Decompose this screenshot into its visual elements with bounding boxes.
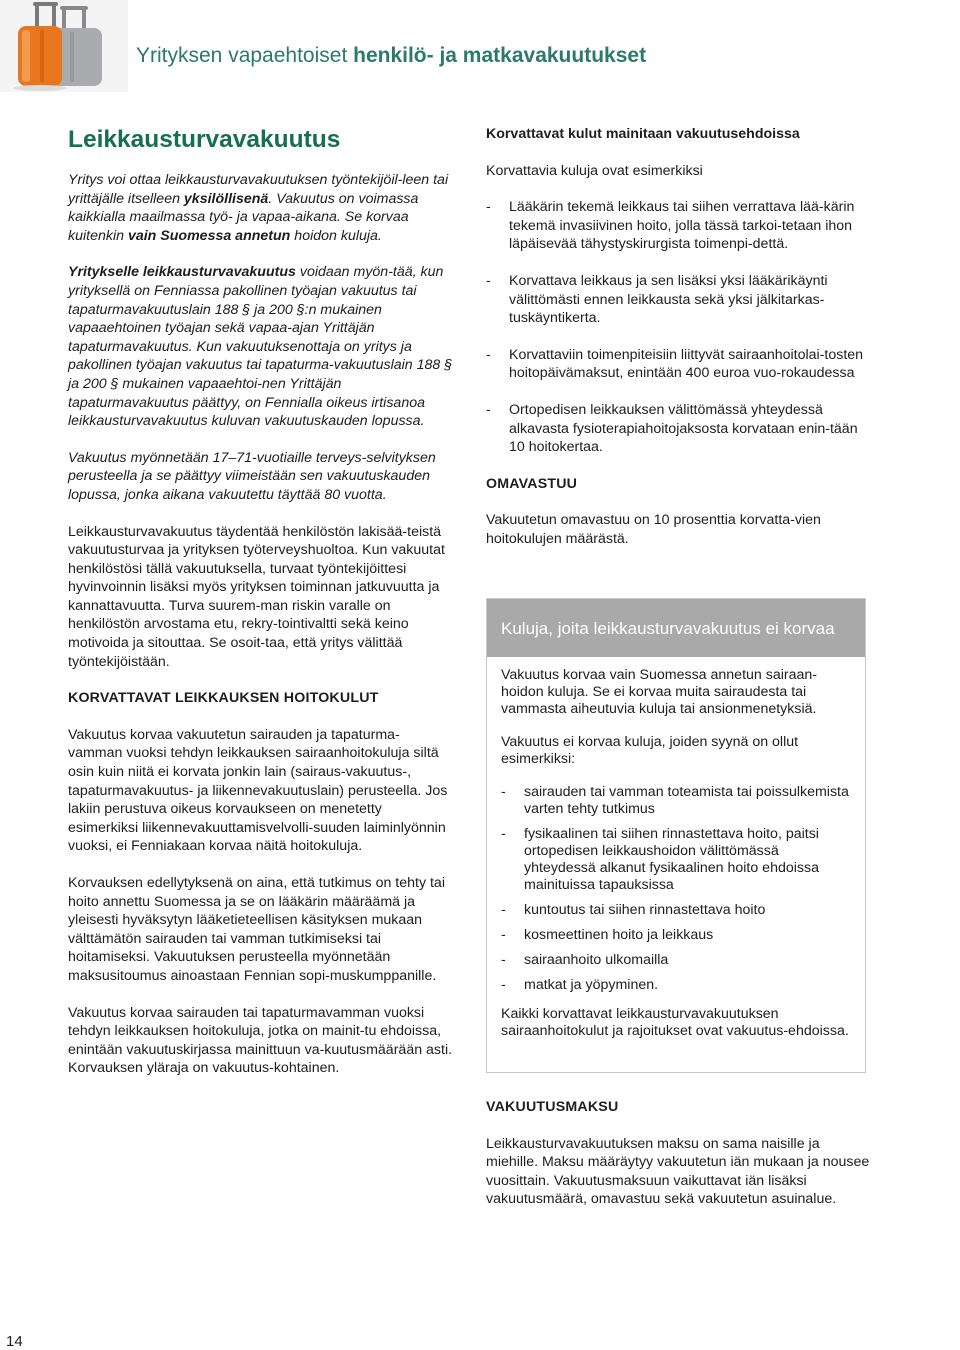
section-title-vakuutusmaksu: VAKUUTUSMAKSU <box>486 1099 619 1115</box>
covered-costs-list <box>486 198 871 457</box>
section-title-omavastuu: OMAVASTUU <box>486 475 578 492</box>
benefit-paragraph: Leikkausturvavakuutus täydentää henkilöstön lakisää-teistä vakuutusturvaa ja yrityksen työterveyshuoltoa. Kun vakuutat henkilöstösi tällä vakuutuksella, turvaat työntekijöittesi hyvinvoinnin lisäksi myös yrityksen toiminnan jatkuvuutta ja kannattavuutta. Turva suurem-man riskin varalle on henkilöstön arvostama etu, rekry-tointivaltti sekä keino motivoida ja sitouttaa. Se osoit-taa, että yritys välittää työntekijöistään. <box>68 523 445 670</box>
page-number: 14 <box>6 1333 23 1350</box>
list-item: - Korvattava leikkaus ja sen lisäksi yksi lääkärikäynti välittömästi ennen leikkausta sekä yksi jälkitarkas-tuskäyntikerta. <box>486 272 871 328</box>
list-item: - kuntoutus tai siihen rinnastettava hoito <box>501 902 851 919</box>
right-column <box>486 125 871 567</box>
header-title-plain: Yrityksen vapaehtoiset <box>136 44 354 67</box>
header-title <box>136 44 646 68</box>
list-item: - sairauden tai vamman toteamista tai poissulkemista varten tehty tutkimus <box>501 784 851 818</box>
exclusions-box-body <box>487 657 865 1040</box>
left-column <box>68 125 453 1096</box>
eligibility-text: voidaan myön-tää, kun yrityksellä on Fenniassa pakollinen työajan vakuutus tai tapaturmavakuutuslain 188 § ja 200 §:n mukainen vapaaehtoinen työajan sekä vapaa-ajan Yrittäjän tapaturmavakuutus. Kun vakuutuksenottaja on yritys ja pakollinen työajan vakuutus tai tapaturma-vakuutuslain 188 § ja 200 § mukainen vapaaehtoi-nen Yrittäjän tapaturmavakuutus päättyy, on Fennialla oikeus irtisanoa leikkausturvavakuutus kuluvan vakuutuskauden lopussa. <box>68 264 453 430</box>
intro-text-1: Yritys voi ottaa leikkausturvavakuutuksen työntekijöil-leen tai yrittäjälle itselleen <box>68 172 449 207</box>
eligibility-paragraph <box>68 263 453 430</box>
exclusions-list <box>501 784 851 994</box>
vakuutusmaksu-section <box>486 1098 871 1227</box>
list-item: - Ortopedisen leikkauksen välittömässä yhteydessä alkavasta fysioterapiahoitojaksosta korvataan enin-tään 10 hoitokertaa. <box>486 401 871 457</box>
omavastuu-text: Vakuutetun omavastuu on 10 prosenttia korvatta-vien hoitokulujen määrästä. <box>486 512 821 547</box>
list-item: - fysikaalinen tai siihen rinnastettava hoito, paitsi ortopedisen leikkaushoidon välittömässä yhteydessä alkanut fysikaalinen hoito ehdoissa mainituissa tapauksissa <box>501 826 851 894</box>
page-header <box>0 0 960 92</box>
eligibility-bold: Yritykselle leikkausturvavakuutus <box>68 264 296 281</box>
luggage-icon <box>0 0 128 92</box>
age-paragraph: Vakuutus myönnetään 17–71-vuotiaille terveys-selvityksen perusteella ja se päättyy viimeistään sen vakuutuskauden lopussa, jonka aikana vakuutettu täyttää 80 vuotta. <box>68 449 436 503</box>
intro-paragraph <box>68 171 453 245</box>
examples-intro: Korvattavia kuluja ovat esimerkiksi <box>486 162 703 179</box>
page-title: Leikkausturvavakuutus <box>68 126 341 153</box>
exclusions-box-title: Kuluja, joita leikkausturvavakuutus ei korvaa <box>487 599 865 657</box>
section-title-korvattavat: KORVATTAVAT LEIKKAUKSEN HOITOKULUT <box>68 690 379 707</box>
subheading-korvattavat-kulut: Korvattavat kulut mainitaan vakuutusehdoissa <box>486 126 800 142</box>
intro-bold-2: vain Suomessa annetun <box>127 227 291 244</box>
intro-text-2: . Vakuutus on voimassa kaikkialla maailmassa työ- ja vapaa-aikana. Se korvaa kuitenkin <box>68 190 419 244</box>
list-item: - kosmeettinen hoito ja leikkaus <box>501 927 851 944</box>
exclusions-box <box>486 598 866 1073</box>
coverage-paragraph: Vakuutus korvaa vakuutetun sairauden ja tapaturma-vamman vuoksi tehdyn leikkauksen sairaanhoitokuluja siltä osin kuin niitä ei korvata jonkin lain (sairaus-vakuutus-, tapaturmavakuutus- ja liikennevakuutuslain) perusteella. Jos lakiin perustuva oikeus korvaukseen on menetetty esimerkiksi liikennevakuuttamisvelvolli-suuden laiminlyönnin vuoksi, ei Fenniakaan korvaa näitä hoitokuluja. <box>68 726 448 855</box>
list-item: - Lääkärin tekemä leikkaus tai siihen verrattava lää-kärin tekemä invasiivinen hoito, jolla tässä tarkoi-tetaan ihon läpäisevää tähystyskirurgista toimenpi-dettä. <box>486 198 871 254</box>
list-item: - sairaanhoito ulkomailla <box>501 952 851 969</box>
condition-paragraph: Korvauksen edellytyksenä on aina, että tutkimus on tehty tai hoito annettu Suomessa ja se on lääkärin määräämä ja yleisesti hyväksytyn lääketieteellisen käsityksen mukaan välttämätön sairauden tai vamman tutkimiseksi tai hoitamiseksi. Vakuutuksen perusteella myönnetään maksusitoumus ainoastaan Fennian sopi-muskumppanille. <box>68 875 445 984</box>
exclusions-p1: Vakuutus korvaa vain Suomessa annetun sairaan-hoidon kuluja. Se ei korvaa muita sairaudesta tai vammasta aiheutuvia kuluja tai ansionmenetyksiä. <box>501 667 817 717</box>
list-item: - Korvattaviin toimenpiteisiin liittyvät sairaanhoitolai-tosten hoitopäivämaksut, enintään 400 euroa vuo-rokaudessa <box>486 346 871 383</box>
limit-paragraph: Vakuutus korvaa sairauden tai tapaturmavamman vuoksi tehdyn leikkauksen hoitokuluja, jotka on mainit-tu ehdoissa, enintään vakuutuskirjassa mainittuun va-kuutusmäärään asti. Korvauksen yläraja on vakuutus-kohtainen. <box>68 1004 453 1077</box>
exclusions-p2: Vakuutus ei korvaa kuluja, joiden syynä on ollut esimerkiksi: <box>501 734 799 767</box>
header-title-bold: henkilö- ja matkavakuutukset <box>353 44 647 67</box>
exclusions-p3: Kaikki korvattavat leikkausturvavakuutuksen sairaanhoitokulut ja rajoitukset ovat vakuutus-ehdoissa. <box>501 1006 849 1039</box>
list-item: - matkat ja yöpyminen. <box>501 977 851 994</box>
intro-bold: yksilöllisenä <box>183 190 269 207</box>
intro-text-3: hoidon kuluja. <box>290 227 382 244</box>
vakuutusmaksu-text: Leikkausturvavakuutuksen maksu on sama naisille ja miehille. Maksu määräytyy vakuutetun iän mukaan ja nousee vuosittain. Vakuutusmaksuun vaikuttavat iän lisäksi vakuutusmäärä, omavastuu sekä vakuutetun asuinalue. <box>486 1135 870 1208</box>
